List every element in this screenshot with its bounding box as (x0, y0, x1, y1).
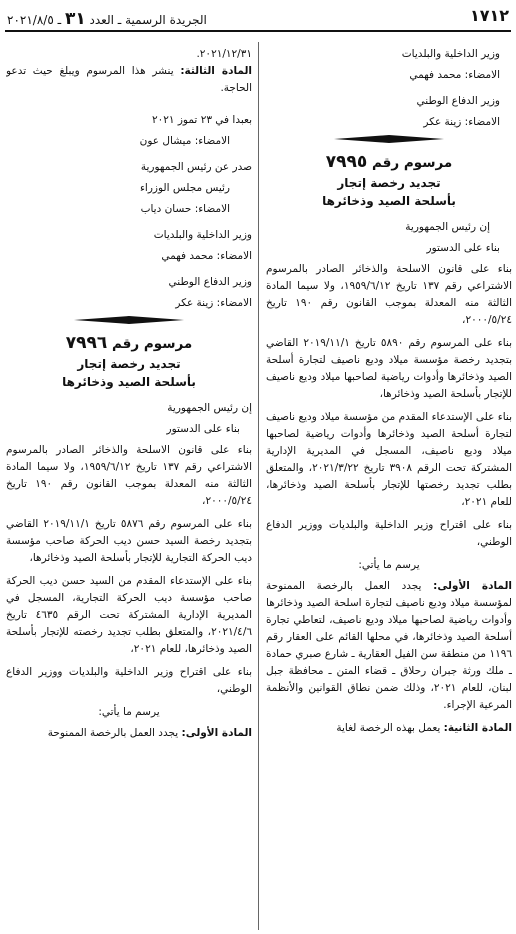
decree-title (266, 151, 512, 174)
decree-title-text: مرسوم رقم (111, 336, 193, 352)
article-text: ينشر هذا المرسوم ويبلغ حيث تدعو الحاجة. (6, 65, 252, 94)
right-column (266, 46, 512, 926)
validity-date: ٢٠٢١/١٢/٣١. (196, 48, 252, 60)
article-text: يجدد العمل بالرخصة الممنوحة (47, 727, 179, 739)
defense-minister-title: وزير الدفاع الوطني (168, 276, 252, 288)
decrees-line: يرسم ما يأتي: (98, 706, 160, 718)
preamble-paragraph: بناء على اقتراح وزير الداخلية والبلديات ووزير الدفاع الوطني، (266, 519, 512, 548)
page-header (5, 6, 511, 32)
decree-subtitle-2: بأسلحة الصيد وذخائرها (62, 375, 196, 389)
article-label: المادة الأولى: (181, 727, 252, 739)
preamble-paragraph: بناء على قانون الاسلحة والذخائر الصادر بالمرسوم الاشتراعي رقم ١٣٧ تاريخ ١٩٥٩/٦/١٢، ولا سيما المادة الثالثة منه المعدلة بموجب القانون رقم ١٩٠ تاريخ ٢٠٠٠/٥/٢٤، (266, 263, 512, 326)
preamble-paragraph: بناء على المرسوم رقم ٥٨٩٠ تاريخ ٢٠١٩/١١/١ القاضي بتجديد رخصة مؤسسة ميلاد وديع ناصيف لتجارة أسلحة الصيد وذخائرها وأدوات رياضية لصاحبها ميلاد وديع ناصيف للإتجار بأسلحة الصيد وذخائرها، (266, 337, 512, 400)
interior-minister-signature: الامضاء: محمد فهمي (161, 250, 252, 262)
section-divider (74, 316, 184, 324)
left-column (6, 46, 252, 926)
article-label: المادة الثانية: (443, 722, 512, 734)
preamble-paragraph: بناء على الإستدعاء المقدم من مؤسسة ميلاد وديع ناصيف لتجارة أسلحة الصيد وذخائرها وأدوات رياضية لصاحبها ميلاد وديع ناصيف، المسجل في المديرية الإدارية المشتركة تحت الرقم ٣٩٠٨ تاريخ ٢٠٢١/٣/٢٢، والمتعلق بطلب تجديد رخصتها للإتجار بأسلحة الصيد وذخائرها، للعام ٢٠٢١، (266, 411, 512, 508)
section-divider (334, 135, 444, 143)
journal-title (7, 9, 207, 29)
page-number: ١٧١٢ (469, 6, 509, 25)
issue-number: ٣١ (64, 9, 86, 29)
article-1 (6, 725, 252, 742)
place-date: بعبدا في ٢٣ تموز ٢٠٢١ (151, 114, 252, 126)
defense-minister-signature: الامضاء: زينة عكر (423, 116, 500, 128)
president-line: إن رئيس الجمهورية (167, 402, 252, 414)
interior-minister-title: وزير الداخلية والبلديات (153, 229, 252, 241)
article-3 (6, 63, 252, 97)
article-label: المادة الأولى: (433, 580, 512, 592)
article-label: المادة الثالثة: (180, 65, 252, 77)
interior-minister-signature: الامضاء: محمد فهمي (409, 69, 500, 81)
column-separator (258, 42, 259, 930)
signature-block (266, 46, 512, 131)
decree-number: ٧٩٩٦ (65, 333, 108, 353)
article-1 (266, 578, 512, 714)
preamble-paragraph: بناء على المرسوم رقم ٥٨٧٦ تاريخ ٢٠١٩/١١/١ القاضي بتجديد رخصة السيد حسن ديب الحركة صاحب مؤسسة ديب الحركة التجارية للإتجار بأسلحة الصيد وذخائرها، (6, 518, 252, 564)
journal-name: الجريدة الرسمية ـ العدد (89, 13, 207, 27)
article-text: يجدد العمل بالرخصة الممنوحة لمؤسسة ميلاد وديع ناصيف لتجارة اسلحة الصيد وذخائرها وأدوات رياضية لصاحبها ميلاد وديع ناصيف، لتعاطي تجارة أسلحة الصيد وذخائرها، في محلها القائم على العقار رقم ١١٩٦ من منطقة سن الفيل العقارية ـ شارع صبري حمادة ـ ملك ورثة جبران رحلاق ـ قضاء المتن ـ محافظة جبل لبنان، للعام ٢٠٢١، وذلك ضمن نطاق القوانين والأنظمة المرعية الإجراء. (266, 580, 512, 711)
interior-minister-title: وزير الداخلية والبلديات (401, 48, 500, 60)
constitution-line: بناء على الدستور (166, 423, 240, 435)
decree-number: ٧٩٩٥ (325, 152, 368, 172)
preamble-paragraph: بناء على قانون الاسلحة والذخائر الصادر بالمرسوم الاشتراعي رقم ١٣٧ تاريخ ١٩٥٩/٦/١٢، ولا سيما المادة الثالثة منه المعدلة بموجب القانون رقم ١٩٠ تاريخ ٢٠٠٠/٥/٢٤، (6, 444, 252, 507)
decree-title-text: مرسوم رقم (371, 155, 453, 171)
decree-subtitle-2: بأسلحة الصيد وذخائرها (322, 194, 456, 208)
president-signature: الامضاء: ميشال عون (139, 135, 230, 147)
defense-minister-signature: الامضاء: زينة عكر (175, 297, 252, 309)
article-text: يعمل بهذه الرخصة لغاية (336, 722, 441, 734)
constitution-line: بناء على الدستور (426, 242, 500, 254)
issue-date: ـ ٢٠٢١/٨/٥ (7, 13, 62, 27)
defense-minister-title: وزير الدفاع الوطني (416, 95, 500, 107)
decree-subtitle-1: تجديد رخصة إتجار (337, 176, 441, 190)
decree-subtitle-1: تجديد رخصة إتجار (77, 357, 181, 371)
article-2 (266, 720, 512, 737)
president-line: إن رئيس الجمهورية (405, 221, 490, 233)
issued-by-line: صدر عن رئيس الجمهورية (140, 161, 252, 173)
prime-minister-title: رئيس مجلس الوزراء (139, 182, 230, 194)
preamble-paragraph: بناء على اقتراح وزير الداخلية والبلديات ووزير الدفاع الوطني، (6, 666, 252, 695)
decrees-line: يرسم ما يأتي: (358, 559, 420, 571)
preamble-paragraph: بناء على الإستدعاء المقدم من السيد حسن ديب الحركة صاحب مؤسسة ديب الحركة التجارية، المسجل في المديرية الإدارية المشتركة تحت الرقم ٤٦٣٥ تاريخ ٢٠٢١/٤/٦، والمتعلق بطلب تجديد رخصته للإتجار بأسلحة الصيد وذخائرها، للعام ٢٠٢١، (6, 575, 252, 655)
prime-minister-signature: الامضاء: حسان دياب (140, 203, 230, 215)
decree-title (6, 332, 252, 355)
